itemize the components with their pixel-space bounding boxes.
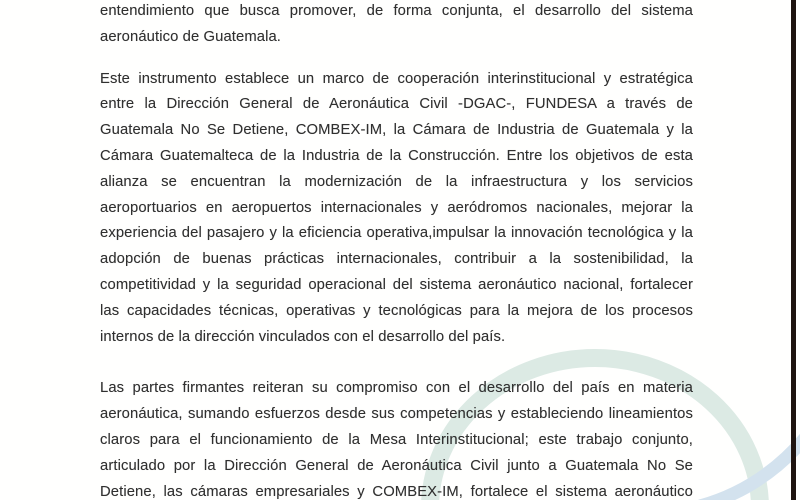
page-scan-edge	[791, 0, 796, 500]
text-line: Detiene, las cámaras empresariales y COMBEX-IM, fortalece el sistema aeronáutico	[100, 483, 693, 500]
text-line: las capacidades técnicas, operativas y tecnológicas para la mejora de los procesos	[100, 302, 693, 319]
text-line: adopción de buenas prácticas internacionales, contribuir a la sostenibilidad, la	[100, 251, 693, 268]
text-line: aeronáutica, sumando esfuerzos desde sus competencias y estableciendo lineamientos	[100, 406, 693, 423]
document-text	[100, 0, 693, 500]
watermark-corner-arc	[700, 432, 800, 500]
text-line: Cámara Guatemalteca de la Industria de la Construcción. Entre los objetivos de esta	[100, 147, 693, 164]
text-line: alianza se encuentran la modernización de la infraestructura y los servicios	[100, 173, 693, 190]
paragraph	[100, 376, 693, 500]
text-line: aeroportuarios en aeropuertos internacionales y aeródromos nacionales, mejorar la	[100, 199, 693, 216]
text-line: internos de la dirección vinculados con el desarrollo del país.	[100, 328, 506, 345]
text-line: entendimiento que busca promover, de forma conjunta, el desarrollo del sistema	[100, 3, 693, 19]
text-line: articulado por la Dirección General de Aeronáutica Civil junto a Guatemala No Se	[100, 457, 693, 474]
paragraphs-container	[100, 0, 693, 500]
text-line: entre la Dirección General de Aeronáutica Civil -DGAC-, FUNDESA a través de	[100, 96, 693, 113]
text-line: experiencia del pasajero y la eficiencia operativa,impulsar la innovación tecnológica y la	[100, 225, 693, 242]
paragraph	[100, 67, 693, 351]
text-line: Este instrumento establece un marco de cooperación interinstitucional y estratégica	[100, 70, 693, 87]
text-line: claros para el funcionamiento de la Mesa Interinstitucional; este trabajo conjunto,	[100, 431, 693, 448]
text-line: aeronáutico de Guatemala.	[100, 28, 282, 45]
text-line: Las partes firmantes reiteran su compromiso con el desarrollo del país en materia	[100, 380, 693, 397]
paragraph	[100, 0, 693, 51]
text-line: Guatemala No Se Detiene, COMBEX-IM, la Cámara de Industria de Guatemala y la	[100, 122, 693, 139]
text-line: competitividad y la seguridad operacional del sistema aeronáutico nacional, fortalecer	[100, 276, 693, 293]
